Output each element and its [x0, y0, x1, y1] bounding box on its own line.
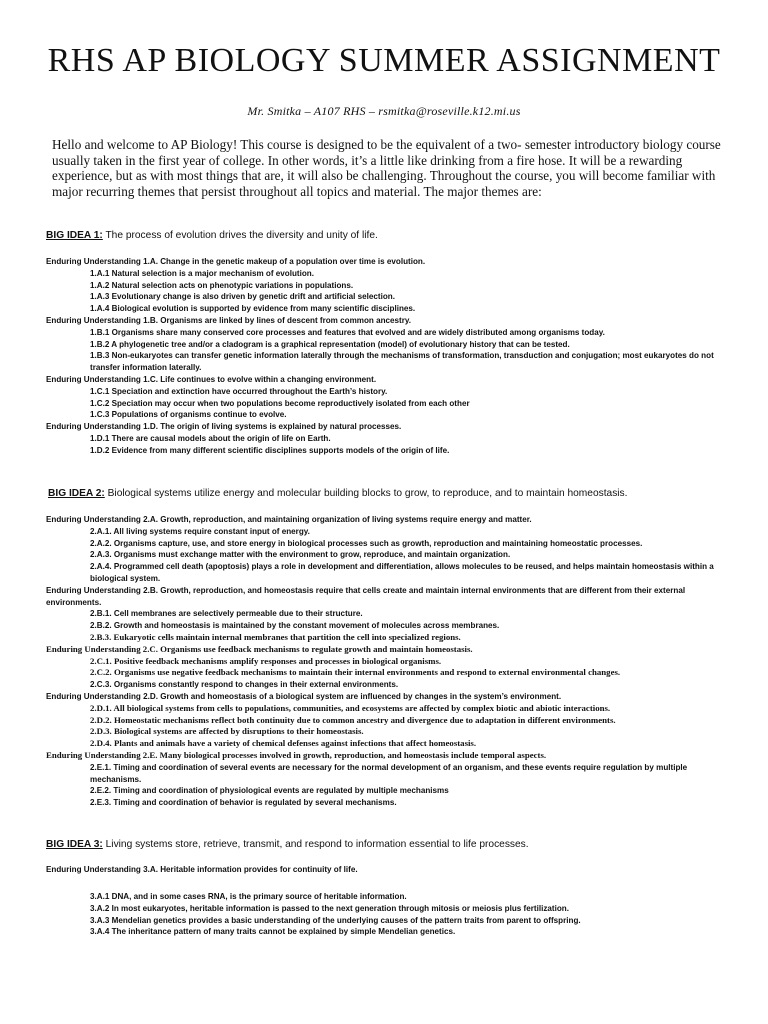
- learning-objective: 2.E.2. Timing and coordination of physiological events are regulated by multiple mechanisms: [90, 786, 449, 796]
- big-idea-3-text: Living systems store, retrieve, transmit, and respond to information essential to life processes.: [105, 839, 529, 850]
- learning-objective: 2.D.3. Biological systems are affected by disruptions to their homeostasis.: [90, 726, 364, 737]
- learning-objective: 1.D.1 There are causal models about the origin of life on Earth.: [90, 433, 331, 443]
- learning-objective: 2.E.1. Timing and coordination of several events are necessary for the normal development of an organism, and these events require regulation by multiple mechanisms.: [90, 762, 688, 784]
- learning-objective: 2.B.2. Growth and homeostasis is maintained by the constant movement of molecules across membranes.: [90, 621, 500, 631]
- enduring-understanding: Enduring Understanding 2.E. Many biological processes involved in growth, reproduction, and homeostasis include temporal aspects.: [46, 749, 547, 760]
- learning-objective: 2.D.1. All biological systems from cells to populations, communities, and ecosystems are affected by complex biotic and abiotic interactions.: [90, 702, 611, 713]
- learning-objective: 3.A.1 DNA, and in some cases RNA, is the primary source of heritable information.: [90, 892, 407, 901]
- learning-objective: 1.D.2 Evidence from many different scientific disciplines supports models of the origin of life.: [90, 445, 450, 455]
- teacher-contact: Mr. Smitka – A107 RHS – rsmitka@roseville.k12.mi.us: [247, 104, 521, 118]
- big-idea-1-tag: BIG IDEA 1:: [46, 230, 103, 241]
- learning-objective: 3.A.4 The inheritance pattern of many traits cannot be explained by simple Mendelian genetics.: [90, 927, 456, 937]
- learning-objective: 2.A.3. Organisms must exchange matter with the environment to grow, reproduce, and maintain organization.: [90, 550, 511, 560]
- learning-objective: 1.C.1 Speciation and extinction have occurred throughout the Earth’s history.: [90, 386, 388, 396]
- big-idea-1-list: [46, 256, 736, 457]
- learning-objective: 1.A.3 Evolutionary change is also driven by genetic drift and artificial selection.: [90, 292, 395, 302]
- big-idea-3-tag: BIG IDEA 3:: [46, 839, 103, 850]
- big-idea-3-heading: [46, 838, 529, 851]
- big-idea-2-tag: BIG IDEA 2:: [48, 488, 105, 499]
- learning-objective: 1.A.4 Biological evolution is supported by evidence from many scientific disciplines.: [90, 304, 416, 314]
- big-idea-2-heading: [48, 487, 627, 500]
- learning-objective: 2.E.3. Timing and coordination of behavior is regulated by several mechanisms.: [90, 798, 397, 808]
- big-idea-1-text: The process of evolution drives the diversity and unity of life.: [105, 230, 378, 241]
- enduring-understanding: Enduring Understanding 3.A. Heritable information provides for continuity of life.: [46, 865, 358, 874]
- learning-objective: 3.A.2 In most eukaryotes, heritable information is passed to the next generation through mitosis or meiosis plus fertilization.: [90, 903, 569, 913]
- learning-objective: 2.D.2. Homeostatic mechanisms reflect both continuity due to common ancestry and divergence due to adaptation in different environments.: [90, 714, 616, 725]
- learning-objective: 1.B.1 Organisms share many conserved core processes and features that evolved and are widely distributed among organisms today.: [90, 327, 605, 337]
- page-title: RHS AP BIOLOGY SUMMER ASSIGNMENT: [47, 42, 721, 79]
- big-idea-1-heading: [46, 229, 378, 242]
- learning-objective: 2.A.4. Programmed cell death (apoptosis) plays a role in development and differentiation, allows molecules to be reused, and helps maintain homeostasis within a biological system.: [90, 562, 714, 583]
- enduring-understanding: Enduring Understanding 2.C. Organisms use feedback mechanisms to regulate growth and maintain homeostasis.: [46, 643, 473, 654]
- enduring-understanding: Enduring Understanding 1.C. Life continues to evolve within a changing environment.: [46, 374, 377, 384]
- enduring-understanding: Enduring Understanding 2.B. Growth, reproduction, and homeostasis require that cells create and maintain internal environments that are different from their external environments.: [46, 585, 686, 607]
- learning-objective: 2.C.1. Positive feedback mechanisms amplify responses and processes in biological organisms.: [90, 655, 442, 666]
- intro-paragraph: Hello and welcome to AP Biology! This course is designed to be the equivalent of a two- semester introductory biology course usually taken in the first year of college. In other words, it’s a little like drinking from a fire hose. It will be a rewarding experience, but as with most things that are, it will also be challenging. Throughout the course, you will become familiar with major recurring themes that persist throughout all topics and material. The major themes are:: [52, 137, 721, 199]
- learning-objective: 1.A.1 Natural selection is a major mechanism of evolution.: [90, 268, 314, 278]
- learning-objective: 2.C.3. Organisms constantly respond to changes in their external environments.: [90, 680, 399, 690]
- learning-objective: 1.B.3 Non-eukaryotes can transfer genetic information laterally through the mechanisms of transformation, transduction and conjugation; most eukaryotes do not transfer information laterally.: [90, 351, 714, 373]
- learning-objective: 3.A.3 Mendelian genetics provides a basic understanding of the underlying causes of the pattern traits from parent to offspring.: [90, 915, 581, 925]
- learning-objective: 1.C.3 Populations of organisms continue to evolve.: [90, 410, 287, 420]
- big-idea-2-text: Biological systems utilize energy and molecular building blocks to grow, to reproduce, and to maintain homeostasis.: [107, 488, 628, 499]
- learning-objective: 2.B.1. Cell membranes are selectively permeable due to their structure.: [90, 609, 363, 619]
- learning-objective: 2.A.1. All living systems require constant input of energy.: [90, 526, 310, 536]
- big-idea-2-list: [46, 514, 736, 809]
- learning-objective: 1.C.2 Speciation may occur when two populations become reproductively isolated from each other: [90, 398, 470, 408]
- big-idea-3-list: [46, 891, 736, 938]
- learning-objective: 2.B.3. Eukaryotic cells maintain internal membranes that partition the cell into specialized regions.: [90, 631, 461, 642]
- learning-objective: 2.C.2. Organisms use negative feedback mechanisms to maintain their internal environments and respond to external environmental changes.: [90, 667, 621, 678]
- learning-objective: 2.D.4. Plants and animals have a variety of chemical defenses against infections that affect homeostasis.: [90, 738, 477, 749]
- enduring-understanding: Enduring Understanding 2.D. Growth and homeostasis of a biological system are influenced by changes in the system’s environment.: [46, 691, 562, 701]
- learning-objective: 1.B.2 A phylogenetic tree and/or a cladogram is a graphical representation (model) of evolutionary history that can be tested.: [90, 339, 570, 349]
- enduring-understanding: Enduring Understanding 1.D. The origin of living systems is explained by natural processes.: [46, 422, 402, 432]
- big-idea-3-eu: [46, 864, 736, 876]
- learning-objective: 2.A.2. Organisms capture, use, and store energy in biological processes such as growth, reproduction and maintaining homeostatic processes.: [90, 538, 643, 548]
- enduring-understanding: Enduring Understanding 2.A. Growth, reproduction, and maintaining organization of living systems require energy and matter.: [46, 515, 532, 524]
- learning-objective: 1.A.2 Natural selection acts on phenotypic variations in populations.: [90, 280, 354, 290]
- enduring-understanding: Enduring Understanding 1.B. Organisms are linked by lines of descent from common ancestry.: [46, 315, 412, 325]
- enduring-understanding: Enduring Understanding 1.A. Change in the genetic makeup of a population over time is evolution.: [46, 257, 426, 266]
